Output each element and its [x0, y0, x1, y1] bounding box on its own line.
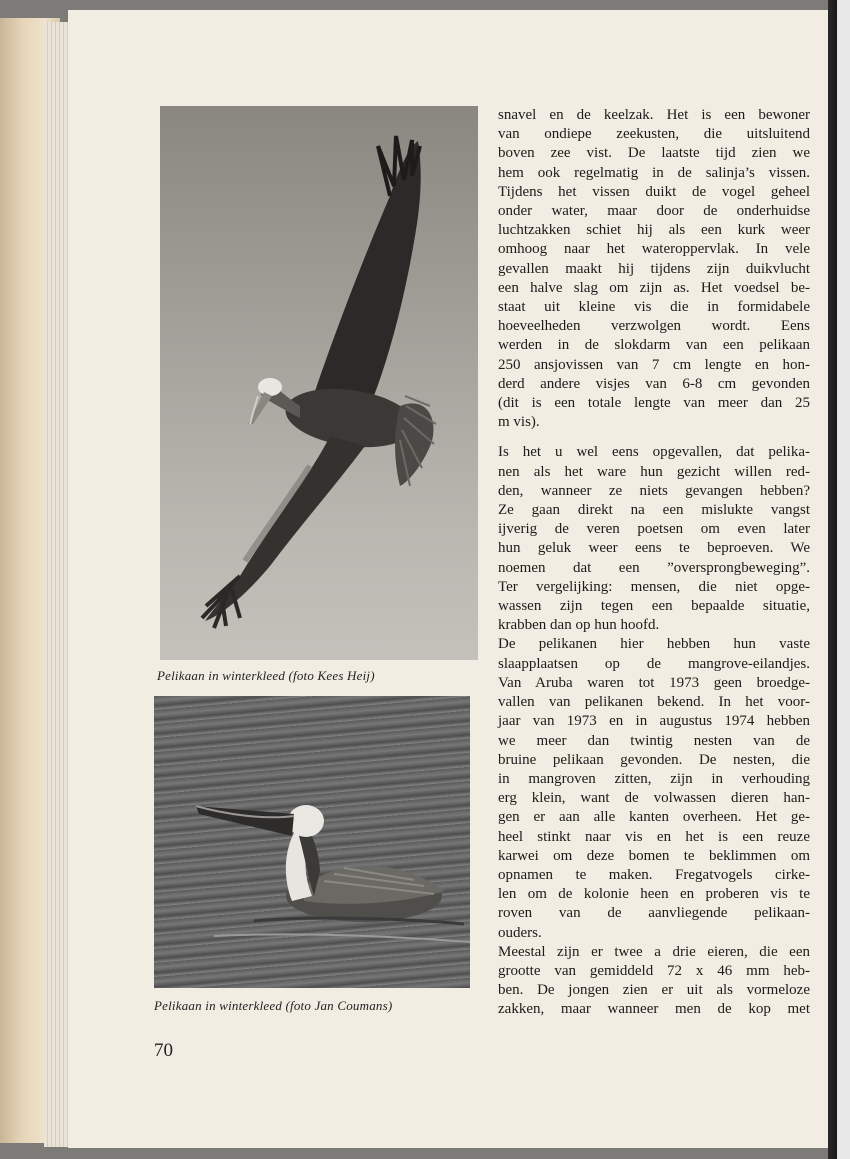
text-line: slaapplaatsen op de mangrove-eilandjes.	[498, 655, 810, 672]
text-line: roven van de aanvliegende pelikaan-	[498, 905, 810, 922]
text-line: den, wanneer ze niets gevangen hebben?	[498, 482, 810, 499]
text-line: derd andere visjes van 6-8 cm gevonden	[498, 375, 810, 392]
photo-caption: Pelikaan in winterkleed (foto Kees Heij)	[157, 668, 375, 683]
text-line: (dit is een totale lengte van meer dan 25	[498, 395, 810, 412]
text-line: een halve slag om zijn as. Het voedsel be-	[498, 279, 810, 296]
text-line: jaar van 1973 en in augustus 1974 hebben	[498, 713, 810, 730]
photo-caption: Pelikaan in winterkleed (foto Jan Coumans)	[154, 998, 393, 1013]
text-line: boven zee vist. De laatste tijd zien we	[498, 145, 810, 162]
text-line: luchtzakken schiet hij als een kurk weer	[498, 222, 810, 239]
page-number: 70	[154, 1040, 173, 1061]
text-line: De pelikanen hier hebben hun vaste	[498, 636, 810, 653]
text-line: gevallen maakt hij tijdens zijn duikvlucht	[498, 260, 810, 277]
text-line: 250 ansjovissen van 7 cm lengte en hon-	[498, 356, 810, 373]
text-line: in mangroven zitten, zijn in verhouding	[498, 770, 810, 787]
text-line: hoeveelheden verzwolgen wordt. Eens	[498, 318, 810, 335]
text-line: Van Aruba waren tot 1973 geen broedge-	[498, 674, 810, 691]
text-line: hun geluk weer eens te beproeven. We	[498, 540, 810, 557]
text-line: onder water, maar door de onderhuidse	[498, 203, 810, 220]
text-line: zakken, maar wanneer men de kop met	[498, 1001, 810, 1018]
text-line: nen als het ware hun gezicht willen red-	[498, 463, 810, 480]
text-line: Meestal zijn er twee a drie eieren, die een	[498, 943, 810, 960]
text-line: Ter vergelijking: mensen, die niet opge-	[498, 578, 810, 595]
text-line: ben. De jongen zien er uit als vormeloze	[498, 982, 810, 999]
text-line: snavel en de keelzak. Het is een bewoner	[498, 107, 810, 123]
paragraph	[498, 443, 810, 635]
text-line: Tijdens het vissen duikt de vogel geheel	[498, 183, 810, 200]
pelican-flying-photo	[160, 106, 478, 660]
text-line: wassen zijn tegen een bepaalde situatie,	[498, 598, 810, 615]
text-line: karwei om deze bomen te beklimmen om	[498, 847, 810, 864]
text-line: Ze gaan direkt na een mislukte vangst	[498, 502, 810, 519]
text-line: staat uit kleine vis die in formidabele	[498, 299, 810, 316]
text-line: we meer dan twintig nesten van de	[498, 732, 810, 749]
text-line: opnamen te maken. Fregatvogels cirke-	[498, 866, 810, 883]
text-line: ouders.	[498, 924, 542, 941]
paragraph	[498, 635, 810, 942]
article-text	[498, 106, 810, 1020]
text-line: grootte van gemiddeld 72 x 46 mm heb-	[498, 962, 810, 979]
text-line: heel stinkt naar vis en het is een reuze	[498, 828, 810, 845]
paragraph	[498, 943, 810, 1020]
text-line: ijverig de veren poetsen om even later	[498, 521, 810, 538]
text-line: omhoog naar het wateroppervlak. In vele	[498, 241, 810, 258]
text-line: werden in de slokdarm van een pelikaan	[498, 337, 810, 354]
text-line: noemen dat een ”oversprongbeweging”.	[498, 559, 810, 576]
text-line: hem ook regelmatig in de salinja’s vissen.	[498, 164, 810, 181]
text-line: m vis).	[498, 414, 540, 431]
text-line: krabben dan op hun hoofd.	[498, 617, 660, 634]
text-line: Is het u wel eens opgevallen, dat pelika-	[498, 444, 810, 461]
text-line: len om de kolonie heen en proberen vis te	[498, 886, 810, 903]
text-line: vallen van pelikanen bekend. In het voor-	[498, 694, 810, 711]
paragraph	[498, 106, 810, 432]
text-line: van ondiepe zeekusten, die uitsluitend	[498, 126, 810, 143]
pelican-swimming-photo	[154, 696, 470, 988]
text-line: erg klein, want de volwassen dieren han-	[498, 790, 810, 807]
pelican-swimming-illustration	[154, 696, 470, 988]
text-line: bruine pelikaan gevonden. De nesten, die	[498, 751, 810, 768]
pelican-flying-illustration	[160, 106, 478, 660]
facing-page-edge	[828, 0, 850, 1159]
text-line: gen er aan alle kanten overheen. Het ge-	[498, 809, 810, 826]
